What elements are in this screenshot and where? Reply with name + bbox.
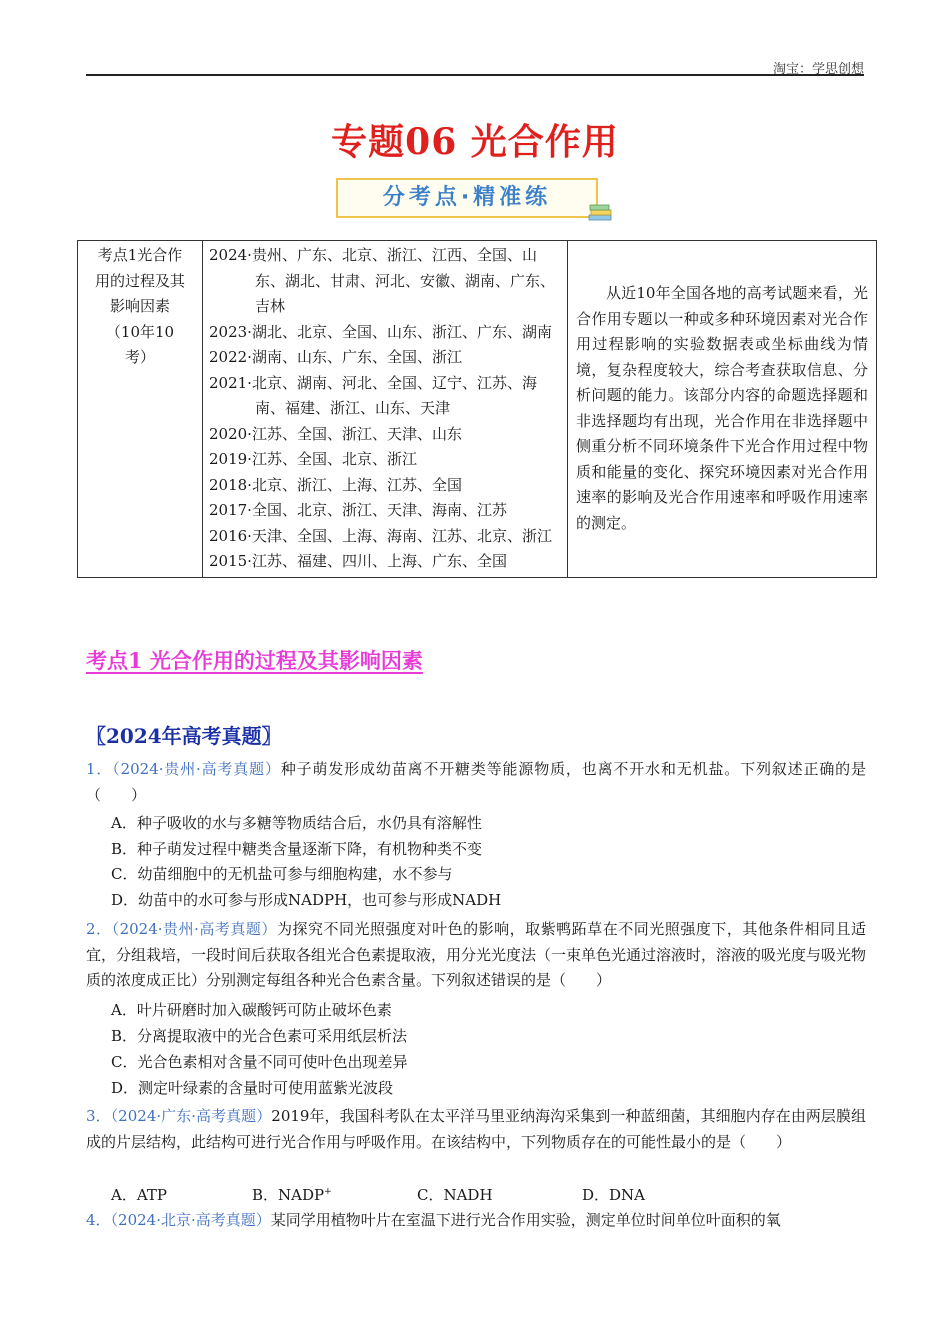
exam-year-row: 2018·北京、浙江、上海、江苏、全国 bbox=[209, 475, 462, 494]
topic-name-cell bbox=[78, 241, 203, 578]
question-option: D．DNA bbox=[582, 1186, 646, 1204]
exam-year-row: 2022·湖南、山东、广东、全国、浙江 bbox=[209, 348, 462, 366]
question-text: 为探究不同光照强度对叶色的影响，取紫鸭跖草在不同光照强度下，其他条件相同且适宜，分组栽培，一段时间后获取各组光合色素提取液，用分光光度法（一束单色光通过溶液时，溶液的吸光度与吸光物质的浓度成正比）分别测定每组各种光合色素含量。下列叙述错误的是（ ） bbox=[86, 920, 867, 989]
question-option: A．种子吸收的水与多糖等物质结合后，水仍具有溶解性 bbox=[111, 814, 482, 832]
question-source: （2024·广东·高考真题） bbox=[110, 1107, 272, 1125]
question-options-row bbox=[111, 1180, 811, 1209]
exam-year-row: 2023·湖北、北京、全国、山东、浙江、广东、湖南 bbox=[209, 322, 552, 341]
analysis-text: 从近10年全国各地的高考试题来看，光合作用专题以一种或多种环境因素对光合作用过程影响的实验数据表或坐标曲线为情境，复杂程度较大，综合考查获取信息、分析问题的能力。该部分内容的命题选择题和非选择题均有出现，光合作用在非选择题中侧重分析不同环境条件下光合作用过程中物质和能量的变化、探究环境因素对光合作用速率的影响及光合作用速率和呼吸作用速率的测定。 bbox=[576, 284, 868, 532]
question-text: 某同学用植物叶片在室温下进行光合作用实验，测定单位时间单位叶面积的氧 bbox=[270, 1211, 781, 1229]
question-source: （2024·贵州·高考真题） bbox=[111, 920, 277, 938]
question-text: 2019年，我国科考队在太平洋马里亚纳海沟采集到一种蓝细菌，其细胞内存在由两层膜组成的片层结构，此结构可进行光合作用与呼吸作用。在该结构中，下列物质存在的可能性最小的是（ ） bbox=[86, 1107, 867, 1151]
exam-year-row: 2017·全国、北京、浙江、天津、海南、江苏 bbox=[209, 501, 507, 519]
question-option: B．NADP bbox=[252, 1186, 325, 1204]
question-number: 3． bbox=[86, 1107, 111, 1125]
section-banner: 分考点·精准练 bbox=[336, 178, 598, 218]
question-text: 种子萌发形成幼苗离不开糖类等能源物质，也离不开水和无机盐。下列叙述正确的是（ ） bbox=[86, 760, 866, 804]
question-option: A．叶片研磨时加入碳酸钙可防止破坏色素 bbox=[111, 1001, 392, 1019]
question-option: B．分离提取液中的光合色素可采用纸层析法 bbox=[111, 1027, 408, 1045]
question-2-stem bbox=[86, 917, 866, 994]
question-option: C．NADH bbox=[417, 1186, 493, 1204]
question-option: D．测定叶绿素的含量时可使用蓝紫光波段 bbox=[111, 1079, 394, 1097]
analysis-cell bbox=[568, 241, 877, 578]
topic-name-line: 考点1光合作 bbox=[97, 246, 183, 264]
question-option: A．ATP bbox=[111, 1186, 167, 1204]
page-title: 专题06 光合作用 bbox=[331, 121, 619, 163]
question-source: （2024·贵州·高考真题） bbox=[112, 760, 281, 778]
question-option: C．幼苗细胞中的无机盐可参与细胞构建，水不参与 bbox=[111, 865, 453, 883]
exam-years-cell bbox=[203, 241, 568, 578]
question-option: C．光合色素相对含量不同可使叶色出现差异 bbox=[111, 1053, 408, 1071]
question-1-stem bbox=[86, 757, 866, 808]
section-heading: 考点1 光合作用的过程及其影响因素 bbox=[86, 648, 423, 673]
question-source: （2024·北京·高考真题） bbox=[110, 1211, 271, 1229]
question-option: B．种子萌发过程中糖类含量逐渐下降，有机物种类不变 bbox=[111, 840, 483, 858]
exam-year-row: 2020·江苏、全国、浙江、天津、山东 bbox=[209, 424, 462, 443]
books-icon bbox=[588, 204, 614, 222]
topic-name-line: 用的过程及其 bbox=[94, 271, 185, 290]
question-4-stem bbox=[86, 1208, 866, 1234]
superscript-plus: + bbox=[324, 1187, 332, 1197]
question-number: 2． bbox=[86, 920, 112, 938]
topic-table bbox=[77, 240, 877, 578]
exam-year-row: 2016·天津、全国、上海、海南、江苏、北京、浙江 bbox=[209, 526, 552, 545]
topic-name-line: （10年10 bbox=[105, 322, 175, 341]
exam-year-row: 2015·江苏、福建、四川、上海、广东、全国 bbox=[209, 552, 507, 570]
header-divider bbox=[86, 74, 864, 76]
question-number: 1． bbox=[86, 760, 113, 778]
question-option: D．幼苗中的水可参与形成NADPH，也可参与形成NADH bbox=[111, 891, 502, 909]
exam-year-row: 2019·江苏、全国、北京、浙江 bbox=[209, 450, 417, 468]
exam-year-row: 2021·北京、湖南、河北、全国、辽宁、江苏、海南、福建、浙江、山东、天津 bbox=[209, 373, 537, 417]
sub-heading: 〖2024年高考真题〗 bbox=[86, 724, 282, 748]
question-number: 4． bbox=[86, 1211, 111, 1229]
topic-name-line: 影响因素 bbox=[109, 297, 170, 315]
exam-year-row: 2024·贵州、广东、北京、浙江、江西、全国、山东、湖北、甘肃、河北、安徽、湖南、广东、吉林 bbox=[209, 246, 556, 315]
topic-name-line: 考） bbox=[124, 348, 155, 366]
question-option-with-sup bbox=[252, 1180, 417, 1209]
question-3-stem bbox=[86, 1104, 866, 1155]
header-shop-text: 淘宝：学思创想 bbox=[772, 62, 864, 77]
